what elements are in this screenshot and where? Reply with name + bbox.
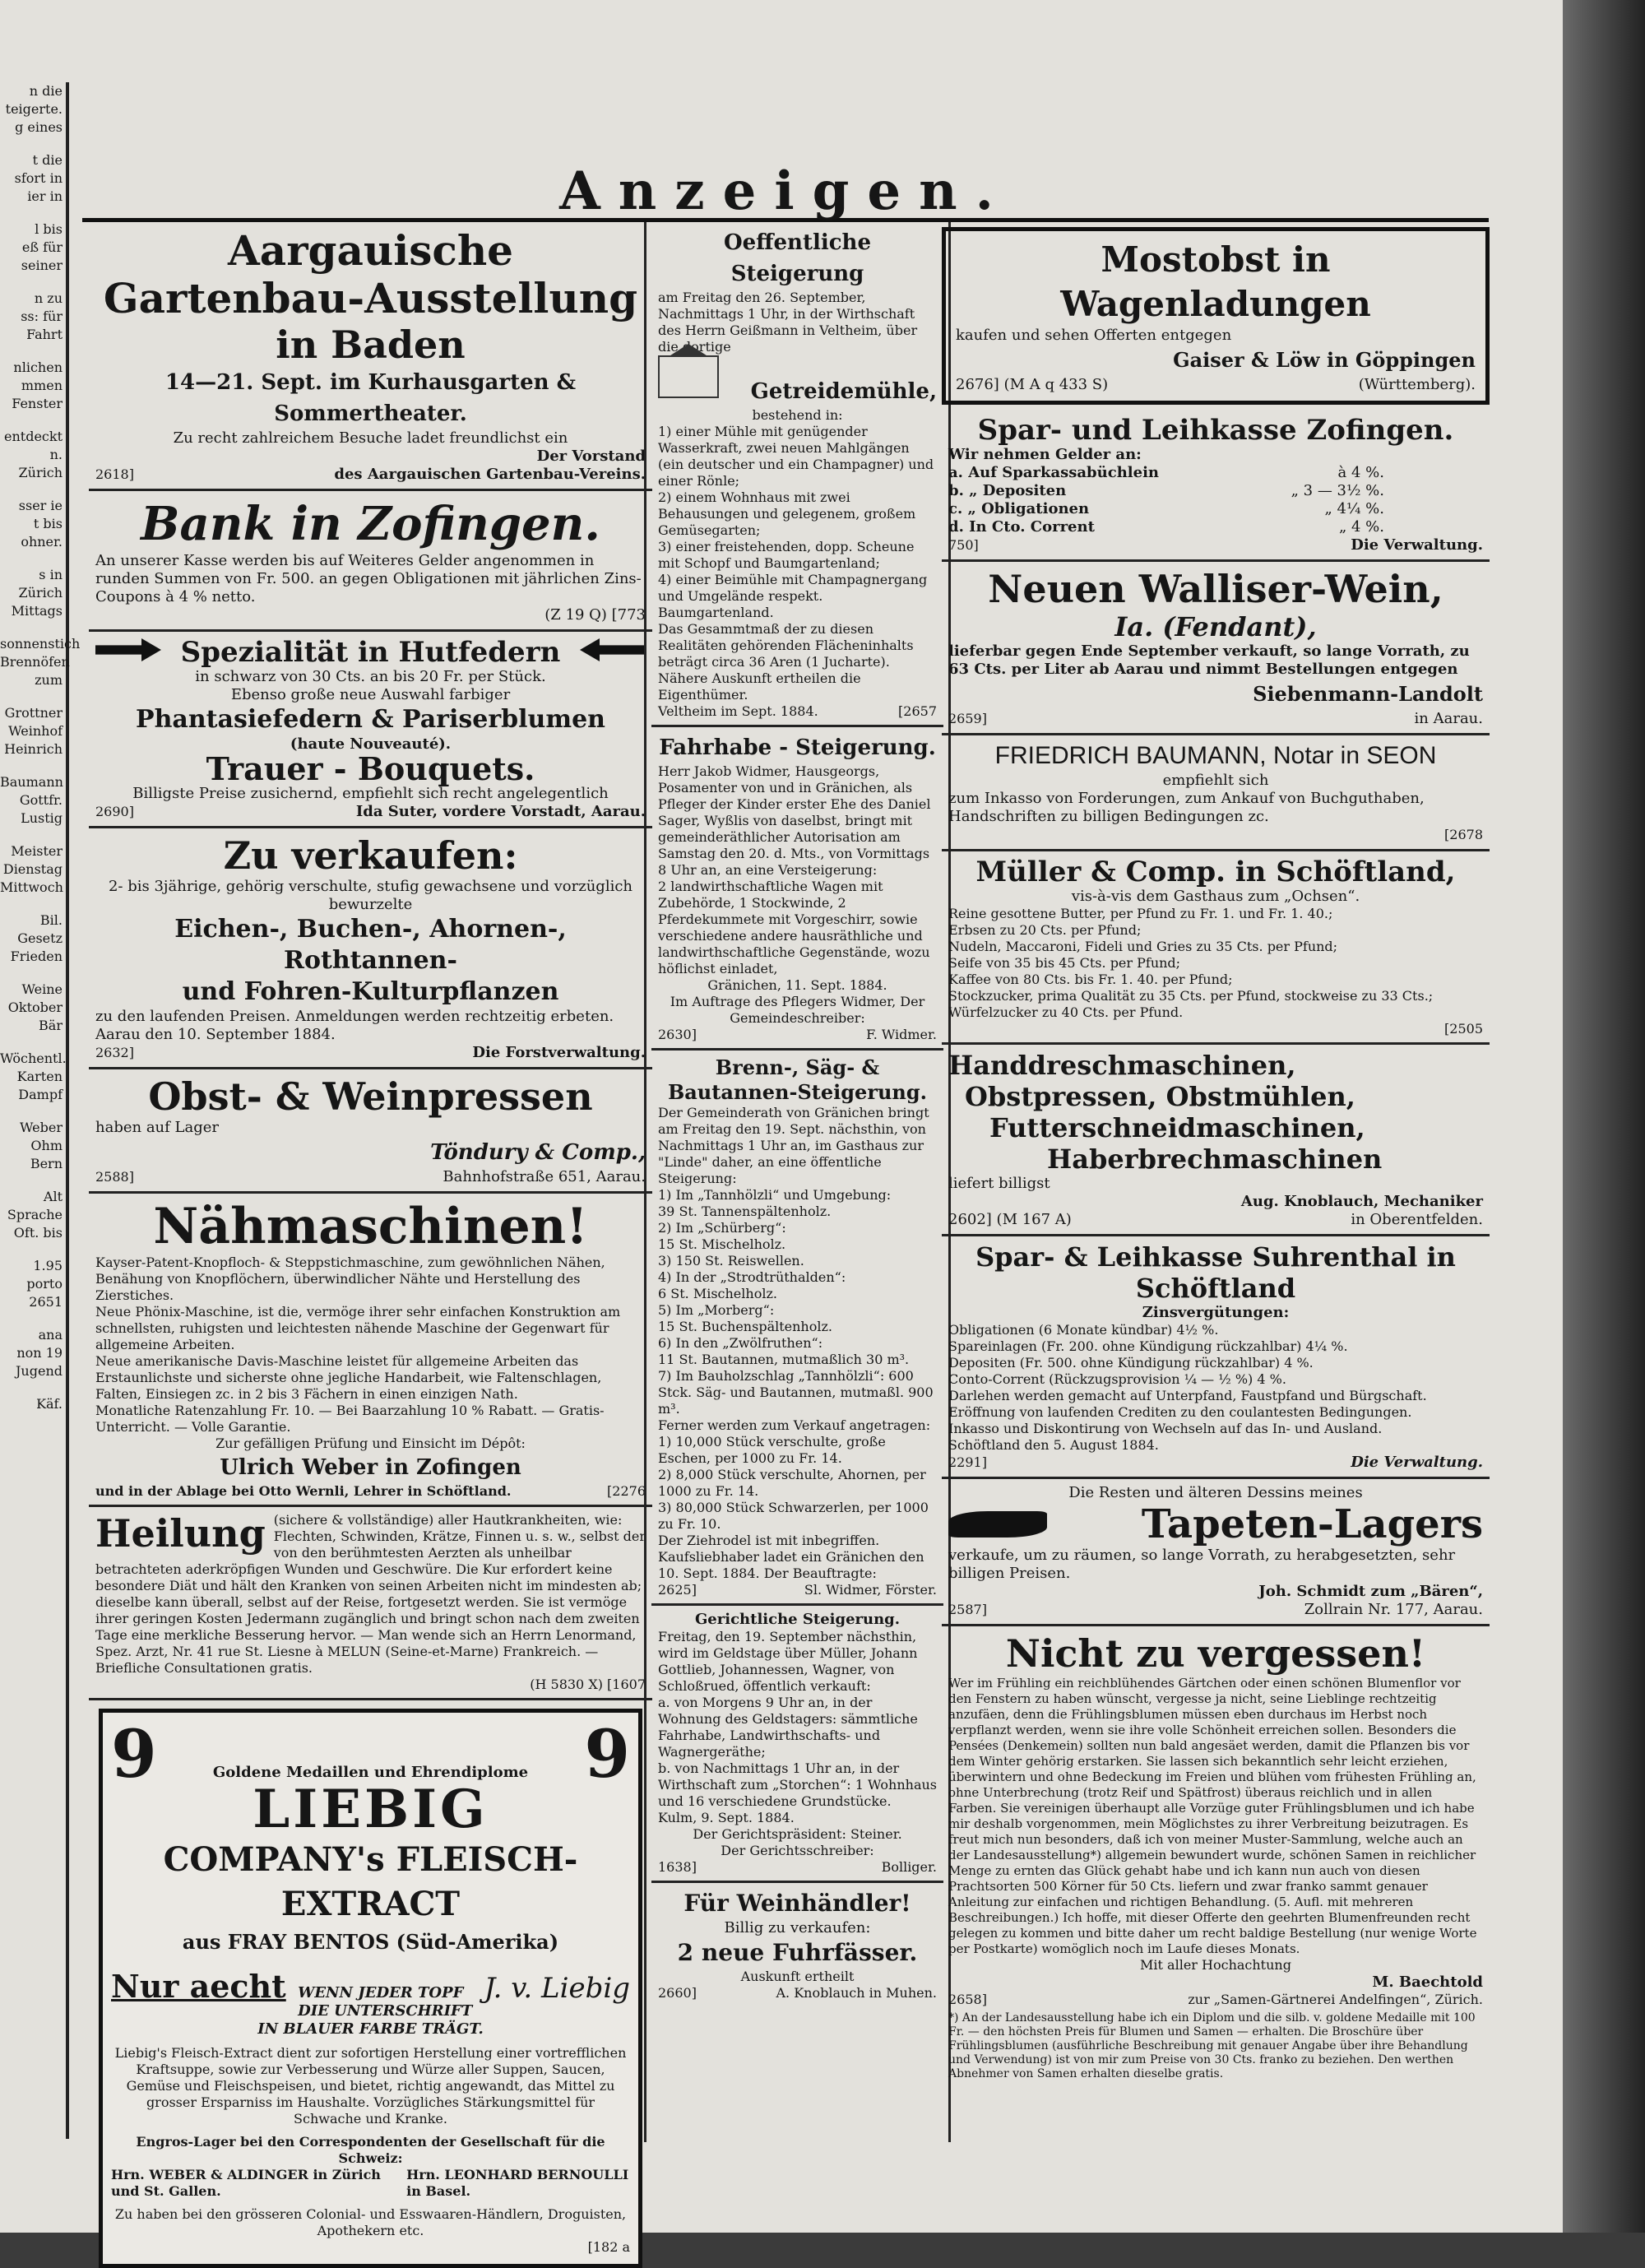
ad-bauholz-item: 11 St. Bautannen, mutmaßlich 30 m³. (658, 1352, 910, 1367)
ad-spar-zofingen-rate-row (948, 482, 1483, 500)
ad-fahrhabe-text2: 2 landwirthschaftliche Wagen mit Zubehörde, 1 Stockwinde, 2 Pferdekummete mit Vorgeschirr, sowie verschiedene andere hausräthliche und landwirthschaftliche Gegenstände, wozu höflichst einladet, (658, 879, 930, 976)
liebig-number: [182 a (587, 2239, 630, 2255)
ad-tapeten-text: verkaufe, um zu räumen, so lange Vorrath, zu herabgesetzten, sehr billigen Preisen. (948, 1547, 1456, 1582)
left-strip-fragment: non 19 (16, 1345, 63, 1361)
ad-weinpressen-sign: Töndury & Comp., (430, 1140, 646, 1165)
ad-suhrenthal-rate: Obligationen (6 Monate kündbar) 4½ %. (948, 1322, 1219, 1338)
ad-bank-ref: (Z 19 Q) [773 (544, 606, 646, 624)
ad-muehle-subject: Getreidemühle, (750, 379, 937, 404)
ad-tapeten-addr: Zollrain Nr. 177, Aarau. (1304, 1601, 1483, 1618)
left-strip-fragment: Weber (20, 1120, 63, 1135)
liebig-nine-left: 9 (111, 1715, 157, 1793)
left-strip-fragment: t die (32, 152, 63, 168)
left-strip-fragment: 1.95 (33, 1258, 63, 1273)
mill-building-icon (658, 355, 719, 398)
left-strip-fragment: n zu (34, 290, 63, 306)
ad-gartenbau (89, 222, 652, 491)
left-strip-fragment: Wöchentl. (0, 1051, 67, 1066)
ad-gericht-text: Freitag, den 19. September nächsthin, wird im Geldstage über Müller, Johann Gottlieb, Johannessen, Wagner, von Schloßrued, öffentlich verkauft: (658, 1629, 918, 1694)
ad-baumann (942, 735, 1490, 851)
ad-spar-suhrenthal (942, 1236, 1490, 1479)
ad-bauholz-title: Brenn-, Säg- & Bautannen-Steigerung. (667, 1055, 928, 1104)
ad-weinhaendler-line3: Auskunft ertheilt (740, 1969, 855, 1984)
left-strip-fragment: Zürich (18, 585, 63, 601)
left-strip-fragment: nlichen (13, 359, 63, 375)
ad-naehmaschinen-p3: Neue amerikanische Davis-Maschine leistet für allgemeine Arbeiten das Erstaunlichste und sicherste ohne jegliche Handarbeit, wie Faltenschlagen, Falten, Einsiegen zc. in 2 bis 3 Fächern in einen einzigen Nath. (95, 1353, 602, 1402)
rate-value: „ 3 — 3½ %. (1291, 482, 1384, 499)
ad-bauholz-end: Der Ziehrodel ist mit inbegriffen. Kaufsliebhaber ladet ein Gränichen den 10. Sept. 1884. Der Beauftragte: (658, 1533, 924, 1581)
ad-naehmaschinen-p7: und in der Ablage bei Otto Wernli, Lehrer in Schöftland. (95, 1483, 512, 1499)
ad-muehle-bestehend: bestehend in: (752, 407, 843, 423)
liebig-foot: Zu haben bei den grösseren Colonial- und Esswaaren-Händlern, Droguisten, Apothekern etc. (114, 2206, 627, 2238)
ad-knoblauch-line4: Haberbrechmaschinen (1047, 1143, 1383, 1175)
ad-tapeten-intro: Die Resten und älteren Dessins meines (1068, 1484, 1363, 1501)
ad-baumann-text: zum Inkasso von Forderungen, zum Ankauf von Buchguthaben, Handschriften zu billigen Bedingungen zc. (948, 790, 1425, 825)
left-strip-fragment: Fahrt (26, 327, 63, 342)
ad-naehmaschinen-p2: Neue Phönix-Maschine, ist die, vermöge ihrer sehr einfachen Konstruktion am schnellsten, ruhigsten und leichtesten nähende Maschine der Gegenwart für allgemeine Arbeiten. (95, 1304, 621, 1352)
ad-nicht-text: Wer im Frühling ein reichblühendes Gärtchen oder einen schönen Blumenflor vor den Fenstern zu haben wünscht, vergesse ja nicht, seine Lieblinge rechtzeitig anzufäen, denn die Frühlingsblumen müssen eben durchaus im Herbst noch verpflanzt werden, wenn sie ihre volle Schönheit erreichen sollen. Besonders die Pensées (Denkemein) sollten nun bald angesäet werden, damit die Pflanzen bis vor dem Winter gehörig erstarken. Sie lassen sich bekanntlich sehr leicht erziehen, überwintern und ohne Bedeckung im Freien und blühen vom frühesten Frühling an, ohne Unterbrechung (trotz Reif und Spätfrost) überaus reichlich und in allen Farben. Sie vereinigen überhaupt alle Vorzüge guter Frühlingsblumen und ich habe mir deshalb vorgenommen, mein Möglichstes zu ihrer Verbreitung beizutragen. Es freut mich nun besonders, daß ich von meiner Muster-Sammlung, welche auch an der Landesausstellung*) allgemein bewundert wurde, schönen Samen in reichlicher Menge zu ernten das Glück gehabt habe und ich kann nun auch von diesen Prachtsorten 500 Körner für 50 Cts. liefern und zwar franko sammt genauer Anleitung zur einfachen und richtigen Behandlung. (5. Aufl. mit mehreren Beschreibungen.) Ich hoffe, mit dieser Offerte den geehrten Blumenfreunden recht gelegen zu kommen und bitte daher um recht baldige Bestellung (nur wenige Worte per Postkarte) womöglich noch im Laufe dieses Monats. (948, 1676, 1477, 1956)
ad-fahrhabe-title: Fahrhabe - Steigerung. (659, 735, 936, 760)
ad-walliser-number: 2659] (948, 711, 987, 726)
left-strip-fragment: sfort in (14, 170, 63, 186)
ad-spar-zofingen (942, 410, 1490, 562)
ad-baumann-title: FRIEDRICH BAUMANN, Notar in SEON (994, 742, 1437, 769)
pointing-hand-right-icon (95, 638, 161, 661)
ad-mueller-item: Kaffee von 80 Cts. bis Fr. 1. 40. per Pfund; (948, 972, 1233, 987)
ad-muehle-item3: 3) einer freistehenden, dopp. Scheune mit Schopf und Baumgartenland; (658, 539, 915, 571)
ad-knoblauch-line1: Handdreschmaschinen, (948, 1050, 1296, 1081)
left-strip-fragment: mmen (21, 378, 63, 393)
ad-mueller-sub: vis-à-vis dem Gasthaus zum „Ochsen“. (1071, 888, 1360, 905)
left-strip-fragment: s in (39, 567, 63, 582)
ad-knoblauch-number: 2602] (M 167 A) (948, 1211, 1072, 1228)
ad-baumann-line1: empfiehlt sich (1162, 772, 1269, 789)
left-strip-fragment: ohner. (21, 534, 63, 550)
left-strip-fragment: Dampf (18, 1087, 63, 1102)
rate-label: d. In Cto. Corrent (948, 518, 1095, 536)
ad-weinhaendler-sign: A. Knoblauch in Muhen. (776, 1985, 937, 2001)
ad-bauholz-item: 3) 150 St. Reiswellen. (658, 1253, 804, 1269)
left-strip-fragment: Zürich (18, 465, 63, 480)
ad-gericht-schreib: Der Gerichtsschreiber: (721, 1843, 874, 1858)
ad-mueller-comp (942, 851, 1490, 1045)
ad-suhrenthal-rate: Inkasso und Diskontirung von Wechseln auf das In- und Ausland. (948, 1421, 1383, 1436)
ad-mostobst-sign: Gaiser & Löw in Göppingen (1173, 348, 1476, 372)
ad-mostobst-number: 2676] (M A q 433 S) (956, 376, 1109, 393)
ad-suhrenthal-rate: Depositen (Fr. 500. ohne Kündigung rückzahlbar) 4 %. (948, 1355, 1314, 1371)
ad-nicht-vergessen (942, 1626, 1490, 2086)
ad-verkaufen-line3: und Fohren-Kulturpflanzen (182, 977, 559, 1006)
ad-gerichtliche-steigerung (651, 1606, 943, 1883)
ad-hutfedern-line2: Ebenso große neue Auswahl farbiger (230, 686, 511, 703)
left-strip-fragment: Weinhof (8, 723, 63, 739)
liebig-dealer1: Hrn. WEBER & ALDINGER in Zürich und St. Gallen. (111, 2167, 381, 2199)
rate-label: a. Auf Sparkassabüchlein (948, 464, 1159, 481)
left-strip-fragment: Sprache (7, 1207, 63, 1222)
ad-fahrhabe-number: 2630] (658, 1027, 697, 1042)
left-strip-fragment: Grottner (4, 705, 63, 721)
ad-spar-zofingen-rate-row (948, 500, 1483, 518)
ad-bank-title: Bank in Zofingen. (141, 497, 600, 551)
ad-gericht-praes: Der Gerichtspräsident: Steiner. (693, 1826, 902, 1842)
ad-bank-zofingen (89, 491, 652, 632)
ad-suhrenthal-rates (948, 1322, 1483, 1437)
ad-gartenbau-title: Aargauische Gartenbau-Ausstellung (103, 226, 638, 322)
page-header (82, 160, 1489, 222)
left-strip-fragment: sser ie (18, 498, 63, 513)
left-strip-fragment: Gottfr. (19, 792, 63, 808)
left-strip-fragment: Oft. bis (13, 1225, 63, 1241)
ad-knoblauch-sign: Aug. Knoblauch, Mechaniker (1240, 1193, 1483, 1210)
left-strip-fragment: porto (26, 1276, 63, 1292)
ad-weinpressen (89, 1069, 652, 1194)
left-strip-fragment: teigerte. (5, 101, 63, 117)
ad-nicht-title: Nicht zu vergessen! (1005, 1631, 1426, 1676)
liebig-signature: J. v. Liebig (484, 1972, 630, 2005)
ad-bauholz-item: 15 St. Buchenspältenholz. (658, 1319, 832, 1334)
rate-value: „ 4¼ %. (1324, 500, 1384, 517)
ad-bauholz-item: 15 St. Mischelholz. (658, 1236, 786, 1252)
ad-nicht-sign2: zur „Samen-Gärtnerei Andelfingen“, Zürich. (1188, 1992, 1483, 2007)
ad-gartenbau-sign1: Der Vorstand (536, 448, 646, 465)
ad-suhrenthal-rate: Conto-Corrent (Rückzugsprovision ¼ — ½ %) 4 %. (948, 1371, 1286, 1387)
liebig-medals: Goldene Medaillen und Ehrendiplome (212, 1764, 529, 1781)
ad-tapeten (942, 1479, 1490, 1626)
ad-weinpressen-number: 2588] (95, 1169, 134, 1185)
ad-spar-zofingen-sign: Die Verwaltung. (1351, 536, 1483, 554)
ad-walliser-wein (942, 562, 1490, 735)
liebig-name: LIEBIG (253, 1779, 489, 1840)
ad-mueller-number: [2505 (1444, 1021, 1483, 1037)
left-strip-fragment: Alt (43, 1189, 63, 1204)
liebig-farbe: IN BLAUER FARBE TRÄGT. (257, 2020, 484, 2038)
left-strip-fragment: eß für (21, 239, 63, 255)
ad-fahrhabe-text1: Herr Jakob Widmer, Hausgeorgs, Posamenter von und in Gränichen, als Pfleger der Kinder erster Ehe des Daniel Sager, Wyßlis von daselbst, bringt mit gemeinderäthlicher Autorisation am Samstag den 20. d. Mts., von Vormittags 8 Uhr an, an eine Versteigerung: (658, 763, 931, 878)
left-strip-fragment: Heinrich (4, 741, 63, 757)
left-strip-fragment: Oktober (7, 999, 63, 1015)
ad-zu-verkaufen (89, 828, 652, 1069)
liebig-wenn (298, 1984, 472, 2020)
ad-muehle-date: Veltheim im Sept. 1884. (658, 703, 818, 719)
ad-tapeten-title: Tapeten-Lagers (1141, 1501, 1483, 1547)
column-right (942, 222, 1490, 2142)
ad-knoblauch-lief: liefert billigst (948, 1175, 1050, 1192)
ad-spar-zofingen-number: 750] (948, 537, 979, 553)
ad-verkaufen-number: 2632] (95, 1045, 134, 1060)
ad-suhrenthal-rate: Darlehen werden gemacht auf Unterpfand, Faustpfand und Bürgschaft. (948, 1388, 1427, 1403)
ad-walliser-place: in Aarau. (1414, 710, 1483, 727)
ad-suhrenthal-sub: Zinsvergütungen: (1142, 1304, 1290, 1321)
ad-heilung-title: Heilung (95, 1511, 266, 1556)
ad-bauholz-item: 7) Im Bauholzschlag „Tannhölzli“: 600 Stck. Säg- und Bautannen, mutmaßl. 900 m³. (658, 1368, 934, 1417)
ad-tapeten-number: 2587] (948, 1602, 987, 1617)
ad-mueller-item: Würfelzucker zu 40 Cts. per Pfund. (948, 1004, 1184, 1020)
ad-hutfedern-number: 2690] (95, 804, 134, 819)
ad-gericht-sign: Bolliger. (881, 1859, 937, 1875)
left-strip-fragment: Karten (16, 1069, 63, 1084)
ad-fahrhabe-sign: F. Widmer. (866, 1027, 937, 1042)
left-adjacent-column-fragment (0, 82, 81, 2139)
ad-suhrenthal-date: Schöftland den 5. August 1884. (948, 1437, 1159, 1453)
ad-nicht-number: 2658] (948, 1992, 987, 2007)
left-strip-fragment: g eines (15, 119, 63, 135)
ad-gericht-title: Gerichtliche Steigerung. (694, 1611, 901, 1628)
left-strip-fragment: seiner (21, 257, 63, 273)
ad-bauholz-item: 6 St. Mischelholz. (658, 1286, 777, 1301)
left-strip-fragment: Bär (39, 1018, 63, 1033)
left-strip-fragment: ana (38, 1327, 63, 1343)
left-strip-fragment: Dienstag (2, 861, 63, 877)
ad-walliser-sub: Ia. (Fendant), (1114, 611, 1317, 642)
ad-muehle-item2: 2) einem Wohnhaus mit zwei Behausungen und gelegenem, großem Gemüsegarten; (658, 489, 916, 538)
left-strip-fragment: Lustig (21, 810, 63, 826)
left-strip-fragment: Gesetz (17, 930, 63, 946)
ad-mueller-item: Reine gesottene Butter, per Pfund zu Fr. 1. und Fr. 1. 40.; (948, 906, 1333, 921)
left-strip-fragment: 2651 (29, 1294, 63, 1310)
ad-gericht-b: b. von Nachmittags 1 Uhr an, in der Wirthschaft zum „Storchen“: 1 Wohnhaus und 16 verschiedene Grundstücke. (658, 1760, 937, 1809)
ad-mueller-item: Stockzucker, prima Qualität zu 35 Cts. per Pfund, stockweise zu 33 Cts.; (948, 988, 1434, 1004)
ad-gericht-date: Kulm, 9. Sept. 1884. (658, 1810, 795, 1825)
ad-mueller-item: Seife von 35 bis 45 Cts. per Pfund; (948, 955, 1181, 971)
ad-bauholz-sign: Sl. Widmer, Förster. (804, 1582, 937, 1598)
rate-label: c. „ Obligationen (948, 500, 1090, 517)
ad-spar-zofingen-title: Spar- und Leihkasse Zofingen. (977, 414, 1454, 447)
left-strip-fragment: Baumann (0, 774, 63, 790)
ad-nicht-sign: M. Baechtold (1372, 1973, 1483, 1991)
ad-mostobst-land: (Württemberg). (1358, 376, 1476, 393)
ad-verkaufen-line4: zu den laufenden Preisen. Anmeldungen werden rechtzeitig erbeten. (95, 1008, 614, 1025)
ad-hutfedern-line5: Trauer - Bouquets. (206, 750, 535, 787)
ad-bauholz-f1: 1) 10,000 Stück verschulte, große Eschen, per 1000 zu Fr. 14. (658, 1434, 886, 1466)
ad-gericht-number: 1638] (658, 1859, 697, 1875)
ad-naehmaschinen-p6: Ulrich Weber in Zofingen (220, 1455, 521, 1480)
ad-gartenbau-sign2: des Aargauischen Gartenbau-Vereins. (334, 466, 646, 483)
rate-value: „ 4 %. (1338, 518, 1384, 536)
left-strip-fragment: ier in (27, 188, 63, 204)
ad-hutfedern-line6: Billigste Preise zusichernd, empfiehlt sich recht angelegentlich (132, 785, 609, 802)
left-strip-fragment: ss: für (21, 308, 63, 324)
liebig-engros: Engros-Lager bei den Correspondenten der Gesellschaft für die Schweiz: (136, 2134, 605, 2166)
pointing-hand-left-icon (580, 638, 646, 661)
ad-fahrhabe-date: Gränichen, 11. Sept. 1884. (707, 977, 887, 993)
ad-mueller-title: Müller & Comp. in Schöftland, (975, 856, 1456, 888)
ad-suhrenthal-number: 2291] (948, 1454, 987, 1470)
ad-mueller-item: Erbsen zu 20 Cts. per Pfund; (948, 922, 1142, 938)
left-strip-fragment: t bis (33, 516, 63, 531)
ad-bauholz-number: 2625] (658, 1582, 697, 1598)
left-strip-fragment: l bis (35, 221, 63, 237)
ad-mostobst-line1: kaufen und sehen Offerten entgegen (956, 327, 1232, 344)
column-left (89, 222, 652, 2255)
ad-weinhaendler-title: Für Weinhändler! (683, 1890, 911, 1917)
ad-mostobst-title: Mostobst in Wagenladungen (1060, 239, 1371, 324)
left-strip-fragment: Mittwoch (0, 879, 63, 895)
ad-nicht-gruss: Mit aller Hochachtung (1140, 1957, 1291, 1973)
ad-bauholz-item: 5) Im „Morberg“: (658, 1302, 775, 1318)
liebig-nine-right: 9 (584, 1715, 630, 1793)
ad-weinhaendler-number: 2660] (658, 1985, 697, 2001)
ad-heilung-ref: (H 5830 X) [1607 (530, 1677, 646, 1692)
ad-verkaufen-title: Zu verkaufen: (223, 833, 518, 878)
ad-hutfedern-sign: Ida Suter, vordere Vorstadt, Aarau. (355, 803, 646, 820)
ad-hutfedern-line3: Phantasiefedern & Pariserblumen (136, 705, 605, 734)
ad-verkaufen-line5: Aarau den 10. September 1884. (95, 1026, 336, 1043)
ad-muehle-number: [2657 (898, 703, 937, 719)
ad-knoblauch-maschinen (942, 1045, 1490, 1236)
liebig-unterschrift-line: DIE UNTERSCHRIFT (298, 2002, 473, 2020)
left-strip-fragment: Fenster (12, 396, 63, 411)
ad-spar-zofingen-rate-row (948, 518, 1483, 536)
left-strip-fragment: Jugend (16, 1363, 63, 1379)
ad-bauholz-f2: 2) 8,000 Stück verschulte, Ahornen, per 1000 zu Fr. 14. (658, 1467, 926, 1499)
ad-walliser-text: lieferbar gegen Ende September verkauft, so lange Vorrath, zu 63 Cts. per Liter ab Aarau und nimmt Bestellungen entgegen (948, 642, 1470, 678)
left-strip-fragment: Weine (21, 981, 63, 997)
ad-muehle-steigerung (651, 222, 943, 727)
column-middle (644, 222, 951, 2142)
ad-naehmaschinen-number: [2276 (607, 1483, 646, 1499)
ad-spar-zofingen-rates (948, 464, 1483, 536)
ad-verkaufen-sign: Die Forstverwaltung. (472, 1044, 646, 1061)
ad-bauholz-item: 1) Im „Tannhölzli“ und Umgebung: (658, 1187, 892, 1203)
ad-hutfedern-title: Spezialität in Hutfedern (180, 636, 561, 669)
ad-knoblauch-line2: Obstpressen, Obstmühlen, (965, 1081, 1355, 1112)
left-strip-fragment: sonnenstich (0, 636, 81, 652)
ad-bauholz-item: 39 St. Tannenspältenholz. (658, 1204, 832, 1219)
ad-suhrenthal-sign: Die Verwaltung. (1351, 1454, 1483, 1471)
ad-bauholz-item: 4) In der „Strodtrüthalden“: (658, 1269, 846, 1285)
ad-weinhaendler-line1: Billig zu verkaufen: (724, 1919, 871, 1936)
left-strip-fragment: zum (35, 672, 63, 688)
ad-hutfedern (89, 632, 652, 828)
left-strip-fragment: entdeckt (4, 429, 63, 444)
scan-edge (1563, 0, 1645, 2233)
ad-spar-zofingen-rate-row (948, 464, 1483, 482)
ad-suhrenthal-title: Spar- & Leihkasse Suhrenthal in Schöftland (975, 1241, 1456, 1304)
ad-nicht-footnote: *) An der Landesausstellung habe ich ein Diplom und die silb. v. goldene Medaille mit 100 Fr. — den höchsten Preis für Blumen und Samen — erhalten. Die Broschüre über Frühlingsblumen (ausführliche Beschreibung mit genauer Angabe über ihre Behandlung und Verwendung) ist von mir zum Preise von 30 Cts. franko zu beziehen. Den werthen Abnehmer von Samen erhalten dieselbe gratis. (948, 2011, 1476, 2080)
ad-weinhaendler-line2: 2 neue Fuhrfässer. (677, 1939, 918, 1966)
ad-baumann-number: [2678 (1444, 827, 1483, 842)
left-strip-fragment: Käf. (36, 1396, 63, 1412)
pointing-hand-icon (948, 1511, 1047, 1538)
liebig-desc: Liebig's Fleisch-Extract dient zur sofortigen Herstellung einer vortrefflichen Kraftsuppe, sowie zur Verbesserung und Würze aller Suppen, Saucen, Gemüse und Fleischspeisen, und bietet, richtig angewandt, das Mittel zu grosser Ersparniss im Haushalte. Vorzügliches Stärkungsmittel für Schwache und Kranke. (114, 2045, 627, 2127)
ad-knoblauch-place: in Oberentfelden. (1351, 1211, 1483, 1228)
ad-bauholz-ferner: Ferner werden zum Verkauf angetragen: (658, 1417, 931, 1433)
ad-gartenbau-number: 2618] (95, 466, 134, 482)
ad-mueller-item: Nudeln, Maccaroni, Fideli und Gries zu 35 Cts. per Pfund; (948, 939, 1338, 954)
page-title: Anzeigen. (559, 160, 1012, 222)
liebig-nuraecht: Nur aecht (111, 1968, 286, 2005)
ad-naehmaschinen-title: Nähmaschinen! (153, 1198, 588, 1255)
ad-bauholz-steigerung (651, 1051, 943, 1606)
ad-naehmaschinen-p5: Zur gefälligen Prüfung und Einsicht im Dépôt: (215, 1435, 526, 1451)
ad-verkaufen-line2: Eichen-, Buchen-, Ahornen-, Rothtannen- (174, 915, 567, 975)
ad-bauholz-f3: 3) 80,000 Stück Schwarzerlen, per 1000 zu Fr. 10. (658, 1500, 929, 1532)
left-strip-fragment: Ohm (30, 1138, 63, 1153)
ad-walliser-sign: Siebenmann-Landolt (1253, 682, 1483, 706)
left-strip-fragment: Brennöfen (0, 654, 70, 670)
ad-bauholz-text: Der Gemeinderath von Gränichen bringt am Freitag den 19. Sept. nächsthin, von Nachmittags 1 Uhr an, im Gasthaus zur "Linde" daher, an eine öffentliche Steigerung: (658, 1105, 929, 1186)
left-strip-fragment: Mittags (11, 603, 63, 619)
ad-hutfedern-line4: (haute Nouveauté). (290, 735, 452, 753)
ad-fahrhabe-steigerung (651, 727, 943, 1051)
ad-tapeten-sign: Joh. Schmidt zum „Bären“, (1258, 1583, 1483, 1600)
liebig-wenn-line: WENN JEDER TOPF (298, 1984, 464, 2001)
ad-suhrenthal-rate: Spareinlagen (Fr. 200. ohne Kündigung rückzahlbar) 4¼ %. (948, 1338, 1348, 1354)
liebig-dealer2: Hrn. LEONHARD BERNOULLI in Basel. (406, 2167, 629, 2199)
ad-muehle-item4: 4) einer Beimühle mit Champagnergang und Umgelände respekt. Baumgartenland. (658, 572, 928, 620)
ad-bank-text: An unserer Kasse werden bis auf Weiteres Gelder angenommen in runden Summen von Fr. 500. an gegen Obligationen mit jährlichen Zins-Coupons à 4 % netto. (95, 552, 642, 605)
ad-naehmaschinen-p4: Monatliche Ratenzahlung Fr. 10. — Bei Baarzahlung 10 % Rabatt. — Gratis-Unterricht. — Volle Garantie. (95, 1403, 605, 1435)
ad-bauholz-items (658, 1187, 937, 1417)
ad-naehmaschinen (89, 1194, 652, 1507)
ad-weinpressen-addr: Bahnhofstraße 651, Aarau. (443, 1168, 646, 1185)
ad-fahrhabe-auftrag: Im Auftrage des Pflegers Widmer, Der Gemeindeschreiber: (670, 994, 925, 1026)
ad-liebig (99, 1709, 642, 2268)
ad-muehle-title: Oeffentliche Steigerung (723, 230, 872, 286)
liebig-product: COMPANY's FLEISCH-EXTRACT (163, 1840, 578, 1923)
ad-hutfedern-line1: in schwarz von 30 Cts. an bis 20 Fr. per Stück. (195, 668, 546, 685)
ad-gartenbau-dates: 14—21. Sept. im Kurhausgarten & Sommertheater. (164, 370, 577, 426)
ad-mostobst (942, 227, 1490, 405)
ad-muehle-text: Das Gesammtmaß der zu diesen Realitäten gehörenden Flächeninhalts beträgt circa 36 Aren (1 Jucharte). Nähere Auskunft ertheilen die Eigenthümer. (658, 621, 914, 703)
left-strip-fragment: Bil. (39, 912, 63, 928)
left-strip-fragment: Meister (11, 843, 63, 859)
ad-gericht-a: a. von Morgens 9 Uhr an, in der Wohnung des Geldstagers: sämmtliche Fahrhabe, Landwirthschafts- und Wagnergeräthe; (658, 1695, 918, 1760)
ad-weinhaendler (651, 1883, 943, 2006)
ad-spar-zofingen-intro: Wir nehmen Gelder an: (948, 446, 1142, 463)
ad-mueller-items (948, 906, 1483, 1021)
left-strip-fragment: n die (29, 83, 63, 99)
rate-label: b. „ Depositen (948, 482, 1067, 499)
left-strip-fragment: Frieden (10, 948, 63, 964)
liebig-origin: aus FRAY BENTOS (Süd-Amerika) (182, 1930, 559, 1954)
ad-muehle-item1: 1) einer Mühle mit genügender Wasserkraft, zwei neuen Mahlgängen (ein deutscher und ein Champagner) und einer Rönle; (658, 424, 934, 489)
ad-walliser-title: Neuen Walliser-Wein, (988, 567, 1443, 611)
ad-heilung (89, 1507, 652, 1700)
ad-bauholz-item: 6) In den „Zwölfruthen“: (658, 1335, 823, 1351)
ad-verkaufen-line1: 2- bis 3jährige, gehörig verschulte, stufig gewachsene und vorzüglich bewurzelte (108, 878, 633, 913)
left-strip-fragment: Bern (30, 1156, 63, 1171)
rate-value: à 4 %. (1337, 464, 1384, 481)
ad-bauholz-item: 2) Im „Schürberg“: (658, 1220, 786, 1236)
ad-weinpressen-line1: haben auf Lager (95, 1119, 219, 1136)
ad-gartenbau-invite: Zu recht zahlreichem Besuche ladet freundlichst ein (173, 429, 568, 447)
ad-knoblauch-line3: Futterschneidmaschinen, (989, 1112, 1365, 1143)
ad-muehle-intro: am Freitag den 26. September, Nachmittags 1 Uhr, in der Wirthschaft des Herrn Geißmann in Veltheim, über die dortige (658, 290, 918, 355)
left-strip-fragment: n. (49, 447, 63, 462)
ad-gartenbau-place: in Baden (276, 322, 466, 367)
ad-weinpressen-title: Obst- & Weinpressen (148, 1074, 593, 1119)
ad-suhrenthal-rate: Eröffnung von laufenden Crediten zu den coulantesten Bedingungen. (948, 1404, 1412, 1420)
ad-heilung-text: (sichere & vollständige) aller Hautkrankheiten, wie: Flechten, Schwinden, Krätze, Finnen u. s. w., selbst der von den berühmtesten Aerzten als unheilbar betrachteten aderkröpfigen Wunden und Geschwüre. Die Kur erfordert keine besondere Diät und hält den Kranken von seinen Arbeiten nicht im mindesten ab; dieselbe kann überall, selbst auf der Reise, fortgesetzt werden. Sie ist vermöge ihrer geringen Kosten Jedermann zugänglich und bringt schon nach dem zweiten Tage eine merkliche Besserung hervor. — Man wende sich an Herrn Lenormand, Spez. Arzt, Nr. 41 rue St. Liesne à MELUN (Seine-et-Marne) Frankreich. — Briefliche Consultationen gratis. (95, 1512, 646, 1676)
ad-naehmaschinen-p1: Kayser-Patent-Knopfloch- & Steppstichmaschine, zum gewöhnlichen Nähen, Benähung von Knopflöchern, überwindlicher Nähte und Herstellung des Zierstiches. (95, 1255, 605, 1303)
